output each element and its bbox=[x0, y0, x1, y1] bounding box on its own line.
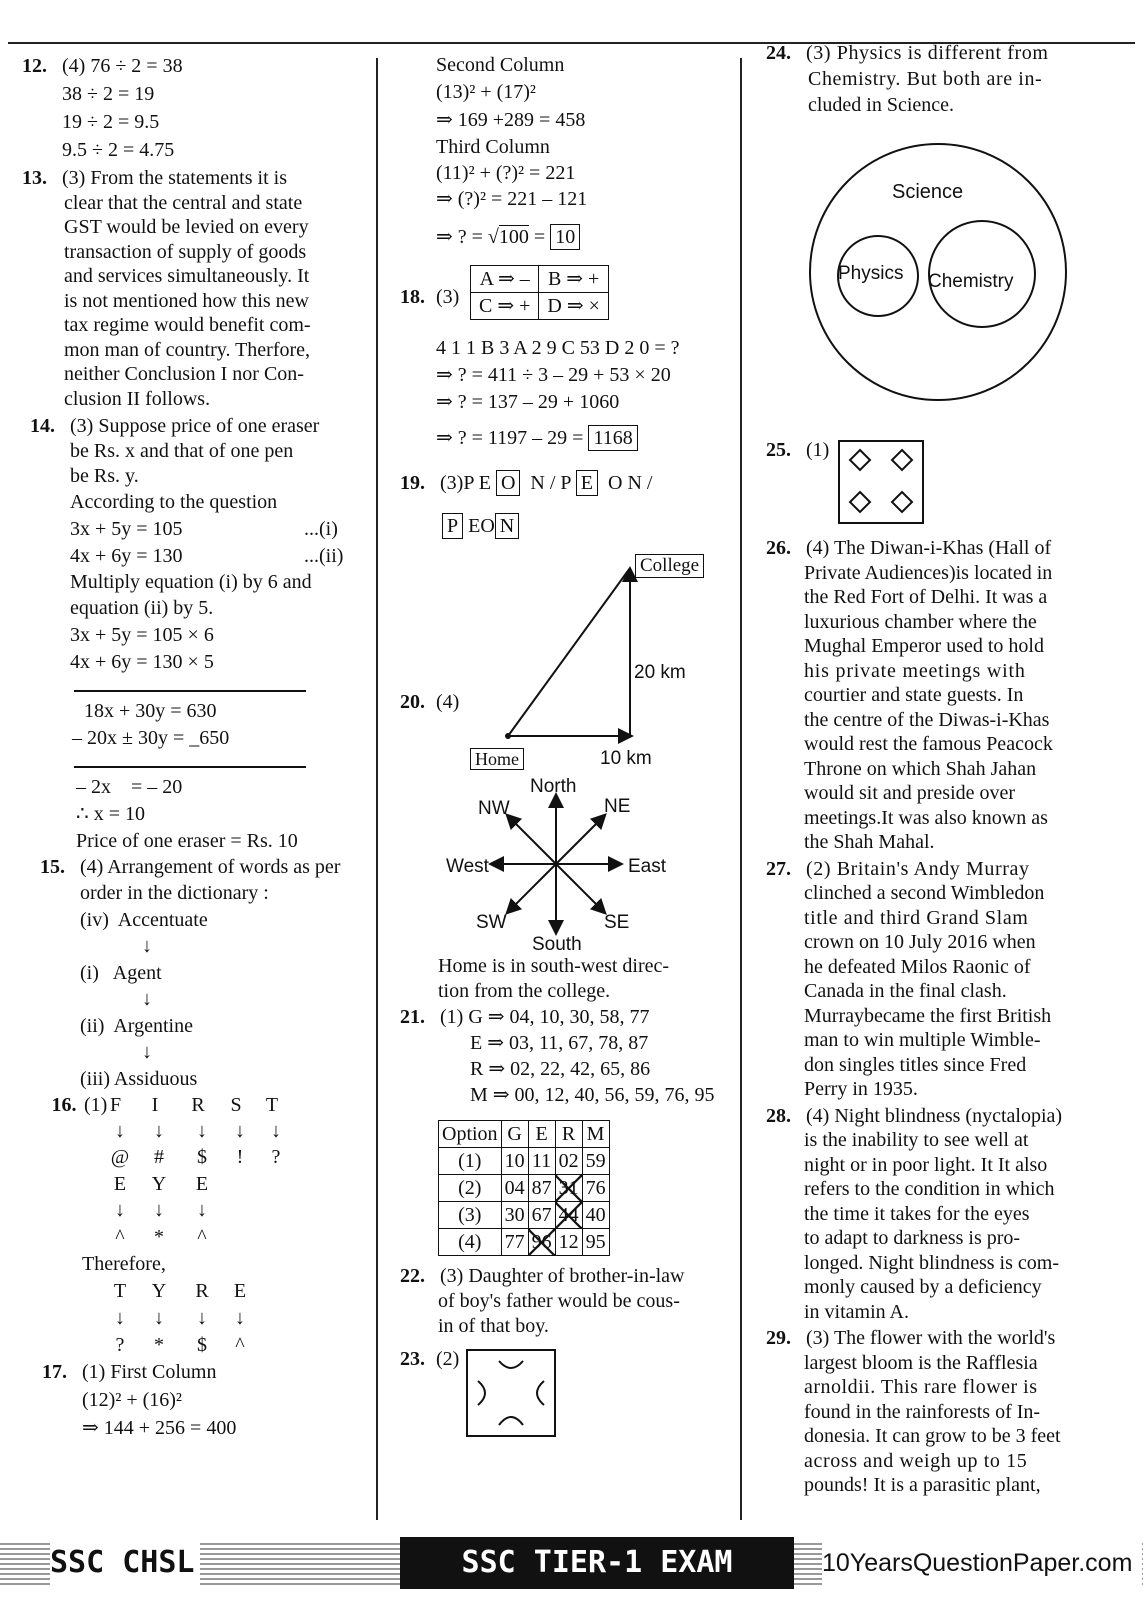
solution-line: 38 ÷ 2 = 19 bbox=[62, 83, 155, 105]
answer-text: Canada in the final clash. bbox=[804, 980, 1007, 1002]
letter: R bbox=[195, 1280, 209, 1302]
answer-option: (4) bbox=[62, 55, 86, 77]
answer-text: would rest the famous Peacock bbox=[804, 733, 1053, 755]
code-line: G ⇒ 04, 10, 30, 58, 77 bbox=[468, 1006, 650, 1028]
answer-text: clear that the central and state bbox=[64, 191, 303, 214]
answer-text: neither Conclusion I nor Con- bbox=[64, 363, 304, 385]
answer-option: (4) bbox=[436, 691, 460, 713]
footer-exam-banner: SSC TIER-1 EXAM bbox=[400, 1537, 794, 1589]
equation: ⇒ (?)² = 221 – 121 bbox=[436, 188, 588, 210]
answer-text: be Rs. x and that of one pen bbox=[70, 440, 294, 462]
question-26 bbox=[766, 536, 1126, 855]
page-footer bbox=[0, 1535, 1143, 1590]
down-arrow-icon: ↓ bbox=[115, 1307, 125, 1329]
answer-text: Third Column bbox=[436, 136, 550, 158]
answer-text: the Red Fort of Delhi. It was a bbox=[804, 586, 1048, 608]
answer-text: Home is in south-west direc- bbox=[438, 955, 670, 977]
code-line: R ⇒ 02, 22, 42, 65, 86 bbox=[470, 1058, 651, 1080]
distance-label: 20 km bbox=[634, 662, 686, 683]
table-cell: (4) bbox=[439, 1229, 502, 1256]
equation: 3x + 5y = 105 bbox=[70, 518, 183, 540]
question-number: 25. bbox=[766, 439, 791, 461]
answer-option: (3) bbox=[440, 472, 464, 494]
answer-text: Private Audiences)is located in bbox=[804, 561, 1053, 584]
question-number: 18. bbox=[400, 286, 425, 308]
answer-text: refers to the condition in which bbox=[804, 1178, 1055, 1200]
table-cell: 59 bbox=[582, 1148, 609, 1175]
word: Accentuate bbox=[117, 909, 208, 931]
symbol: * bbox=[154, 1334, 164, 1356]
equation: 4x + 6y = 130 bbox=[70, 545, 183, 567]
sqrt-argument: 100 bbox=[498, 226, 529, 248]
symbol: * bbox=[154, 1226, 164, 1248]
answer-text: across and weigh up to 15 bbox=[804, 1449, 1028, 1472]
table-cell: 04 bbox=[501, 1175, 528, 1202]
answer-text: man to win multiple Wimble- bbox=[804, 1029, 1041, 1051]
answer-text: Multiply equation (i) by 6 and bbox=[70, 571, 312, 593]
letters: N / P bbox=[530, 472, 571, 494]
equation: ⇒ ? = bbox=[436, 226, 488, 248]
answer-text: don singles titles since Fred bbox=[804, 1053, 1027, 1076]
answer-text: (3) From the statements it is bbox=[62, 167, 287, 189]
table-cell: 67 bbox=[528, 1202, 555, 1229]
question-14 bbox=[22, 414, 367, 855]
footer-exam-name: SSC CHSL bbox=[50, 1541, 200, 1585]
table-cell: 77 bbox=[501, 1229, 528, 1256]
table-cell: 11 bbox=[528, 1148, 555, 1175]
compass-ne-label: NE bbox=[604, 796, 631, 817]
letter: T bbox=[265, 1094, 279, 1116]
code-cell: B ⇒ + bbox=[539, 266, 608, 293]
answer-text: equation (ii) by 5. bbox=[70, 597, 214, 619]
answer-text: night or in poor light. It It also bbox=[804, 1153, 1048, 1176]
answer-text: meetings.It was also known as bbox=[804, 806, 1048, 829]
equation: 4 1 1 B 3 A 2 9 C 53 D 2 0 = ? bbox=[436, 337, 680, 359]
answer-text: in of that boy. bbox=[438, 1315, 549, 1337]
question-number: 17. bbox=[42, 1361, 67, 1383]
answer-text: Throne on which Shah Jahan bbox=[804, 757, 1037, 780]
answer-text: (3) Suppose price of one eraser bbox=[70, 415, 320, 437]
question-12 bbox=[22, 52, 367, 164]
divider-line bbox=[74, 766, 306, 768]
table-row bbox=[439, 1202, 610, 1229]
direction-diagram bbox=[390, 548, 735, 968]
code-line: E ⇒ 03, 11, 67, 78, 87 bbox=[470, 1032, 649, 1054]
answer-text: Chemistry. But both are in- bbox=[808, 68, 1043, 90]
letter: I bbox=[151, 1094, 159, 1116]
equation: – 2x = – 20 bbox=[76, 776, 183, 798]
compass-sw-label: SW bbox=[476, 912, 507, 933]
question-27 bbox=[766, 857, 1126, 1102]
symbol: # bbox=[154, 1146, 164, 1168]
hypotenuse-line bbox=[508, 568, 630, 736]
column-3 bbox=[766, 40, 1126, 1498]
down-arrow-icon: ↓ bbox=[115, 1120, 125, 1142]
boxed-letter: E bbox=[576, 470, 598, 496]
venn-diagram bbox=[766, 118, 1126, 410]
answer-option: (1) bbox=[806, 439, 830, 461]
crossed-table-cell: 96 bbox=[528, 1229, 555, 1256]
equation: (11)² + (?)² = 221 bbox=[436, 162, 576, 184]
column-2 bbox=[390, 52, 735, 1447]
distance-label: 10 km bbox=[600, 748, 652, 769]
answer-text: Murraybecame the first British bbox=[804, 1004, 1052, 1027]
letter: R bbox=[191, 1094, 205, 1116]
answer-text: the time it takes for the eyes bbox=[804, 1202, 1030, 1225]
answer-text: (3) Physics is different from bbox=[806, 42, 1049, 64]
letter: Y bbox=[151, 1280, 167, 1302]
question-25 bbox=[766, 438, 1126, 530]
letter: E bbox=[113, 1173, 127, 1195]
answer-text: (3) Daughter of brother-in-law bbox=[440, 1265, 685, 1287]
table-cell: (1) bbox=[439, 1148, 502, 1175]
sqrt-icon: √ bbox=[487, 226, 499, 248]
table-cell: 40 bbox=[582, 1202, 609, 1229]
down-arrow-icon: ↓ bbox=[142, 935, 152, 957]
table-row bbox=[439, 1229, 610, 1256]
table-cell: (3) bbox=[439, 1202, 502, 1229]
table-cell: 95 bbox=[582, 1229, 609, 1256]
answer-option: (2) bbox=[436, 1348, 460, 1370]
options-table bbox=[438, 1120, 610, 1256]
answer-text: transaction of supply of goods bbox=[64, 240, 307, 263]
question-17 bbox=[22, 1359, 367, 1442]
answer-text: found in the rainforests of In- bbox=[804, 1400, 1041, 1423]
compass-nw-label: NW bbox=[478, 798, 510, 819]
question-22 bbox=[390, 1264, 735, 1339]
equation: ⇒ 144 + 256 = 400 bbox=[82, 1417, 237, 1439]
answer-text: in vitamin A. bbox=[804, 1300, 909, 1323]
table-row bbox=[439, 1148, 610, 1175]
home-point bbox=[505, 733, 511, 739]
answer-text: largest bloom is the Rafflesia bbox=[804, 1351, 1038, 1374]
compass-north-label: North bbox=[530, 776, 577, 797]
answer-text: donesia. It can grow to be 3 feet bbox=[804, 1425, 1061, 1447]
column-divider-2 bbox=[740, 58, 742, 1520]
symbol: ! bbox=[236, 1146, 244, 1168]
boxed-letter: O bbox=[496, 470, 520, 496]
down-arrow-icon: ↓ bbox=[197, 1307, 207, 1329]
answer-text: courtier and state guests. In bbox=[804, 684, 1024, 706]
college-label: College bbox=[635, 554, 704, 578]
crossed-table-cell: 44 bbox=[555, 1202, 582, 1229]
answer-text: GST would be levied on every bbox=[64, 216, 309, 238]
down-arrow-icon: ↓ bbox=[115, 1199, 125, 1221]
table-cell: 76 bbox=[582, 1175, 609, 1202]
symbol: ^ bbox=[197, 1226, 207, 1248]
down-arrow-icon: ↓ bbox=[154, 1199, 164, 1221]
question-29 bbox=[766, 1326, 1126, 1498]
crossed-table-cell: 31 bbox=[555, 1175, 582, 1202]
equation: (13)² + (17)² bbox=[436, 81, 536, 103]
operator-code-table bbox=[470, 265, 609, 320]
question-15 bbox=[22, 855, 367, 1092]
letter: E bbox=[233, 1280, 247, 1302]
solution-line: 19 ÷ 2 = 9.5 bbox=[62, 111, 160, 133]
equation-tag: ...(ii) bbox=[304, 545, 344, 567]
answer-text: longed. Night blindness is com- bbox=[804, 1251, 1059, 1274]
question-number: 22. bbox=[400, 1265, 425, 1287]
footer-website: 10YearsQuestionPaper.com bbox=[822, 1541, 1142, 1585]
answer-text: According to the question bbox=[70, 491, 278, 513]
word-tag: (iv) bbox=[80, 909, 109, 931]
answer-option: (1) bbox=[440, 1006, 464, 1028]
symbol: @ bbox=[110, 1146, 130, 1168]
answer-text: Second Column bbox=[436, 54, 565, 76]
divider-line bbox=[74, 690, 306, 692]
question-number: 26. bbox=[766, 537, 791, 559]
question-number: 19. bbox=[400, 472, 425, 494]
answer-text: would sit and preside over bbox=[804, 782, 1016, 804]
down-arrow-icon: ↓ bbox=[154, 1307, 164, 1329]
answer-text: clusion II follows. bbox=[64, 387, 211, 410]
letters: P E bbox=[463, 472, 491, 494]
answer-text: the centre of the Diwas-i-Khas bbox=[804, 708, 1050, 731]
code-line: M ⇒ 00, 12, 40, 56, 59, 76, 95 bbox=[470, 1084, 715, 1106]
code-cell: C ⇒ + bbox=[471, 293, 539, 320]
answer-text: is not mentioned how this new bbox=[64, 289, 309, 312]
answer-text: Therefore, bbox=[82, 1253, 166, 1275]
answer-text: be Rs. y. bbox=[70, 465, 139, 487]
answer-text: of boy's father would be cous- bbox=[438, 1290, 680, 1312]
down-arrow-icon: ↓ bbox=[154, 1120, 164, 1142]
down-arrow-icon: ↓ bbox=[271, 1120, 281, 1142]
code-cell: D ⇒ × bbox=[539, 293, 608, 320]
symbol: $ bbox=[197, 1334, 207, 1356]
letter: Y bbox=[151, 1173, 167, 1195]
letter: S bbox=[230, 1094, 242, 1116]
table-header: G bbox=[501, 1121, 528, 1148]
answer-text: tion from the college. bbox=[438, 980, 611, 1002]
answer-text: his private meetings with bbox=[804, 659, 1026, 682]
science-label: Science bbox=[892, 181, 964, 203]
question-number: 15. bbox=[40, 856, 65, 878]
answer-text: tax regime would benefit com- bbox=[64, 314, 311, 336]
question-number: 29. bbox=[766, 1327, 791, 1349]
letter: F bbox=[110, 1094, 122, 1116]
word: Assiduous bbox=[113, 1068, 198, 1090]
down-arrow-icon: ↓ bbox=[197, 1120, 207, 1142]
chemistry-label: Chemistry bbox=[928, 271, 1014, 292]
answer-figure-icon bbox=[466, 1349, 556, 1439]
answer-text: Mughal Emperor used to hold bbox=[804, 635, 1044, 657]
question-number: 20. bbox=[400, 691, 425, 713]
question-number: 16. bbox=[51, 1094, 77, 1116]
table-cell: 12 bbox=[555, 1229, 582, 1256]
table-cell: 10 bbox=[501, 1148, 528, 1175]
table-row bbox=[439, 1175, 610, 1202]
equation: ⇒ 169 +289 = 458 bbox=[436, 109, 586, 131]
column-1 bbox=[22, 52, 367, 1442]
equation-tag: ...(i) bbox=[304, 518, 338, 540]
question-number: 23. bbox=[400, 1348, 425, 1370]
column-divider-1 bbox=[376, 58, 378, 1520]
answer-option: (3) bbox=[436, 286, 460, 308]
question-number: 21. bbox=[400, 1006, 425, 1028]
answer-text: crown on 10 July 2016 when bbox=[804, 931, 1036, 953]
table-cell: (2) bbox=[439, 1175, 502, 1202]
symbol: ^ bbox=[115, 1226, 125, 1248]
solution-line: 9.5 ÷ 2 = 4.75 bbox=[62, 139, 175, 161]
question-24 bbox=[766, 40, 1126, 410]
boxed-letter: P bbox=[442, 513, 463, 539]
answer-text: to adapt to darkness is pro- bbox=[804, 1227, 1021, 1249]
letter: T bbox=[113, 1280, 127, 1302]
answer-text: Perry in 1935. bbox=[804, 1078, 918, 1100]
down-arrow-icon: ↓ bbox=[142, 1041, 152, 1063]
question-number: 27. bbox=[766, 857, 791, 880]
equation: 4x + 6y = 130 × 5 bbox=[70, 651, 214, 673]
symbol: $ bbox=[197, 1146, 207, 1168]
answer-text: title and third Grand Slam bbox=[804, 906, 1029, 929]
compass-east-label: East bbox=[628, 856, 667, 877]
equation: ⇒ ? = 411 ÷ 3 – 29 + 53 × 20 bbox=[436, 364, 671, 386]
boxed-letter: N bbox=[495, 513, 519, 539]
answer-text: monly caused by a deficiency bbox=[804, 1276, 1042, 1298]
answer-text: (1) First Column bbox=[82, 1361, 217, 1383]
word: Argentine bbox=[113, 1015, 193, 1037]
answer-text: luxurious chamber where the bbox=[804, 610, 1037, 633]
letters: O N / bbox=[608, 472, 653, 494]
answer-option: (1) bbox=[84, 1094, 108, 1116]
word-tag: (ii) bbox=[80, 1015, 105, 1037]
answer-figure-icon bbox=[838, 440, 924, 524]
letter: E bbox=[195, 1173, 209, 1195]
word-tag: (i) bbox=[80, 962, 99, 984]
answer-text: arnoldii. This rare flower is bbox=[804, 1376, 1038, 1398]
word: Agent bbox=[112, 962, 162, 984]
compass-icon bbox=[492, 796, 620, 932]
question-number: 14. bbox=[30, 415, 55, 437]
equation: = bbox=[528, 226, 551, 248]
question-number: 24. bbox=[766, 42, 791, 64]
table-header: E bbox=[528, 1121, 555, 1148]
symbol: ^ bbox=[235, 1334, 245, 1356]
equation: 18x + 30y = 630 bbox=[84, 700, 217, 722]
answer-text: (3) The flower with the world's bbox=[806, 1327, 1056, 1349]
answer-text: mon man of country. Therfore, bbox=[64, 338, 311, 361]
equation: ⇒ ? = 137 – 29 + 1060 bbox=[436, 391, 620, 413]
answer-text: (4) The Diwan-i-Khas (Hall of bbox=[806, 537, 1052, 559]
question-number: 12. bbox=[22, 55, 47, 77]
down-arrow-icon: ↓ bbox=[197, 1199, 207, 1221]
answer-text: (4) Arrangement of words as per bbox=[80, 856, 341, 878]
question-17-continued bbox=[390, 52, 735, 259]
answer-text: cluded in Science. bbox=[808, 94, 955, 116]
word-tag: (iii) bbox=[80, 1068, 110, 1090]
question-28 bbox=[766, 1104, 1126, 1325]
question-20 bbox=[390, 548, 735, 968]
question-19 bbox=[390, 468, 735, 542]
solution-line: 76 ÷ 2 = 38 bbox=[90, 55, 183, 77]
down-arrow-icon: ↓ bbox=[235, 1307, 245, 1329]
table-header: M bbox=[582, 1121, 609, 1148]
code-cell: A ⇒ – bbox=[471, 266, 539, 293]
equation: 3x + 5y = 105 × 6 bbox=[70, 624, 214, 646]
boxed-answer: 1168 bbox=[588, 425, 637, 451]
answer-text: and services simultaneously. It bbox=[64, 265, 310, 287]
symbol: ? bbox=[115, 1334, 125, 1356]
symbol: ? bbox=[271, 1146, 281, 1168]
compass-se-label: SE bbox=[604, 912, 630, 933]
table-cell: 87 bbox=[528, 1175, 555, 1202]
question-number: 28. bbox=[766, 1104, 791, 1127]
answer-text: order in the dictionary : bbox=[80, 882, 269, 904]
equation: ⇒ ? = 1197 – 29 = bbox=[436, 427, 589, 449]
down-arrow-icon: ↓ bbox=[235, 1120, 245, 1142]
physics-label: Physics bbox=[838, 263, 904, 284]
table-header: R bbox=[555, 1121, 582, 1148]
boxed-answer: 10 bbox=[550, 224, 580, 250]
equation: (12)² + (16)² bbox=[82, 1389, 182, 1411]
question-23 bbox=[390, 1347, 735, 1447]
equation: ∴ x = 10 bbox=[76, 803, 146, 825]
home-label: Home bbox=[470, 748, 524, 770]
compass-west-label: West bbox=[446, 856, 489, 877]
answer-text: clinched a second Wimbledon bbox=[804, 882, 1045, 904]
answer-text: (2) Britain's Andy Murray bbox=[806, 857, 1030, 880]
compass-south-label: South bbox=[532, 934, 582, 955]
down-arrow-icon: ↓ bbox=[142, 988, 152, 1010]
answer-text: is the inability to see well at bbox=[804, 1129, 1029, 1151]
question-number: 13. bbox=[22, 167, 47, 189]
equation: – 20x ± 30y = _650 bbox=[72, 727, 230, 749]
table-cell: 30 bbox=[501, 1202, 528, 1229]
answer-text: the Shah Mahal. bbox=[804, 831, 935, 853]
answer-text: Price of one eraser = Rs. 10 bbox=[76, 830, 298, 852]
question-13 bbox=[22, 166, 367, 411]
table-cell: 02 bbox=[555, 1148, 582, 1175]
answer-text: (4) Night blindness (nyctalopia) bbox=[806, 1104, 1063, 1127]
question-16 bbox=[22, 1092, 367, 1359]
question-18 bbox=[390, 265, 735, 458]
answer-text: pounds! It is a parasitic plant, bbox=[804, 1474, 1041, 1496]
answer-text: he defeated Milos Raonic of bbox=[804, 955, 1031, 978]
table-header: Option bbox=[439, 1121, 502, 1148]
question-21 bbox=[390, 1004, 735, 1256]
letters: EO bbox=[468, 515, 495, 537]
